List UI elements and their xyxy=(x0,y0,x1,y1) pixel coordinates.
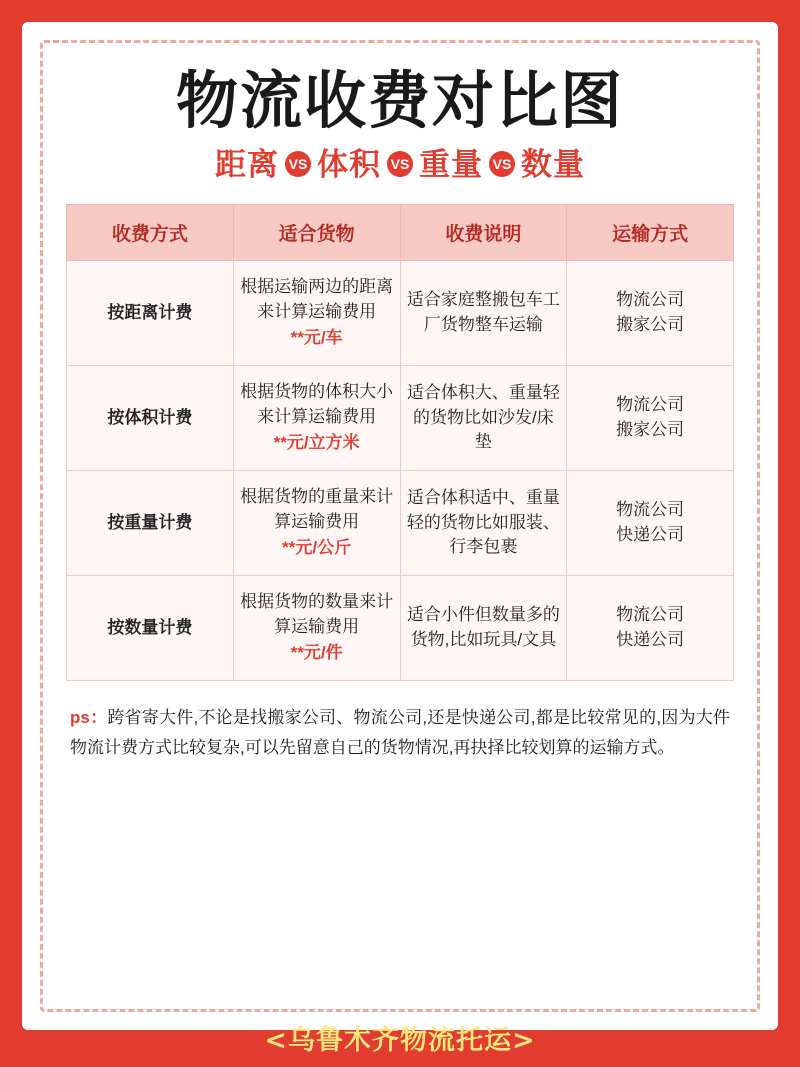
footnote xyxy=(70,703,730,763)
page-title: 物流收费对比图 xyxy=(175,64,624,137)
subtitle xyxy=(66,139,734,184)
subtitle-part-quantity: 数量 xyxy=(521,147,585,183)
cell-transport: 物流公司 快递公司 xyxy=(567,575,734,680)
cell-goods-text: 根据货物的重量来计算运输费用 xyxy=(240,486,394,531)
cell-description: 适合家庭整搬包车工厂货物整车运输 xyxy=(400,261,567,366)
table-row xyxy=(67,261,734,366)
cell-goods-unit: **元/公斤 xyxy=(282,538,352,558)
table-row xyxy=(67,366,734,471)
poster-content xyxy=(40,40,760,762)
cell-goods-unit: **元/件 xyxy=(290,643,343,663)
footnote-text: 跨省寄大件,不论是找搬家公司、物流公司,还是快递公司,都是比较常见的,因为大件物流计费方式比较复杂,可以先留意自己的货物情况,再抉择比较划算的运输方式。 xyxy=(70,707,730,757)
vs-badge-icon-3: VS xyxy=(489,151,515,177)
cell-goods xyxy=(233,366,400,471)
poster-card xyxy=(22,22,778,1030)
cell-method: 按数量计费 xyxy=(67,575,234,680)
table-header-row xyxy=(67,205,734,261)
cell-goods-text: 根据货物的体积大小来计算运输费用 xyxy=(240,382,394,426)
footer-banner xyxy=(0,1008,800,1067)
vs-badge-icon-2: VS xyxy=(387,151,413,177)
cell-goods-unit: **元/立方米 xyxy=(273,433,360,453)
cell-transport: 物流公司 搬家公司 xyxy=(567,366,734,471)
subtitle-part-distance: 距离 xyxy=(215,147,279,183)
cell-goods-unit: **元/车 xyxy=(290,328,343,348)
cell-method: 按距离计费 xyxy=(67,261,234,366)
cell-goods-text: 根据运输两边的距离来计算运输费用 xyxy=(240,277,394,321)
column-header-method: 收费方式 xyxy=(67,205,234,261)
cell-transport: 物流公司 搬家公司 xyxy=(567,261,734,366)
subtitle-part-weight: 重量 xyxy=(419,147,483,183)
cell-goods-text: 根据货物的数量来计算运输费用 xyxy=(240,591,394,636)
vs-badge-icon-1: VS xyxy=(285,151,311,177)
fee-comparison-table xyxy=(66,204,734,681)
subtitle-part-volume: 体积 xyxy=(317,147,381,183)
cell-description: 适合小件但数量多的货物,比如玩具/文具 xyxy=(400,575,567,680)
cell-description: 适合体积适中、重量轻的货物比如服装、行李包裹 xyxy=(400,470,567,575)
footer-label: <乌鲁木齐物流托运> xyxy=(264,1025,536,1056)
cell-goods xyxy=(233,261,400,366)
table-row xyxy=(67,575,734,680)
cell-transport: 物流公司 快递公司 xyxy=(567,470,734,575)
cell-method: 按体积计费 xyxy=(67,366,234,471)
footnote-label: ps： xyxy=(70,707,108,727)
table-row xyxy=(67,470,734,575)
cell-goods xyxy=(233,575,400,680)
column-header-transport: 运输方式 xyxy=(567,205,734,261)
cell-goods xyxy=(233,470,400,575)
cell-description: 适合体积大、重量轻的货物比如沙发/床垫 xyxy=(400,366,567,471)
column-header-description: 收费说明 xyxy=(400,205,567,261)
column-header-goods: 适合货物 xyxy=(233,205,400,261)
cell-method: 按重量计费 xyxy=(67,470,234,575)
